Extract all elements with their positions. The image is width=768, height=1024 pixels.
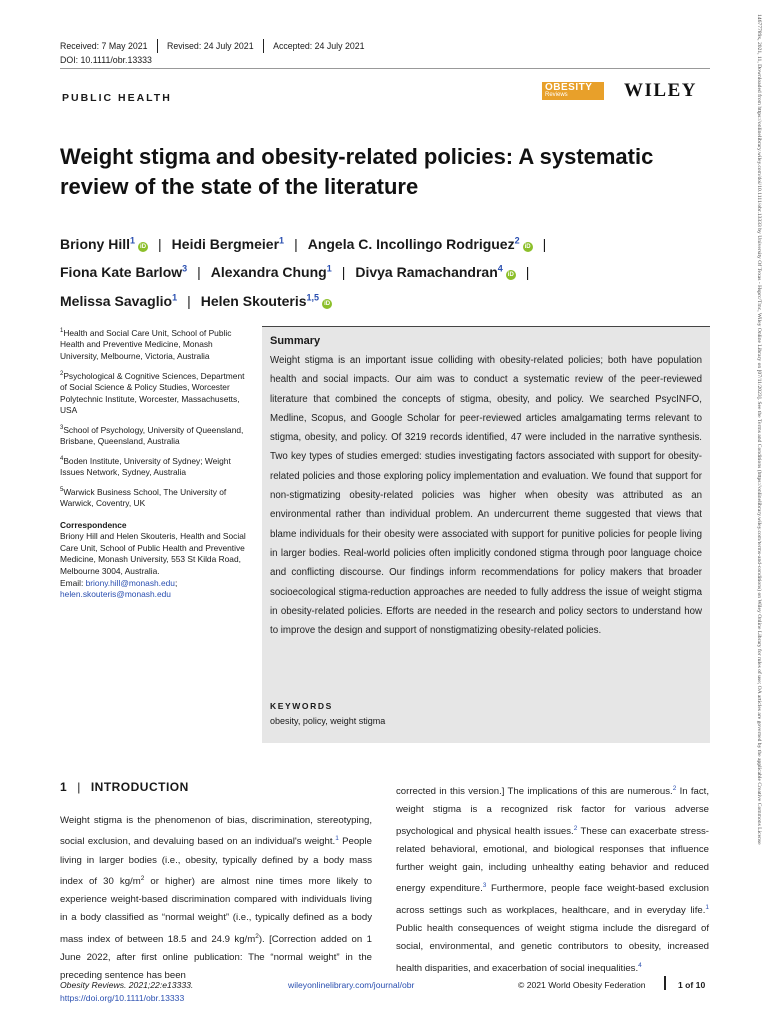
author[interactable]: Briony Hill$^1$ (60, 235, 136, 252)
author[interactable]: Divya Ramachandran$^4$ (355, 263, 503, 281)
summary-heading: Summary (270, 335, 321, 347)
journal-citation: Obesity Reviews. 2021;22:e13333. (60, 980, 194, 990)
download-info-sidebar: 14677789x, 2021, 11, Downloaded from https://onlinelibrary.wiley.com/doi/10.1111/obr.13333 by University Of Texas - Hsprc/Tmc, Wiley Online Library on [07/11/2023]. See the Terms and Conditions (https://onlinelibrary.wiley.com/terms-and-conditions) on Wiley Online Library for rules of use; OA articles are governed by the applicable Creative Commons License (756, 14, 762, 845)
affiliation: $^5$Warwick Business School, The University of Warwick, Coventry, UK (60, 486, 227, 509)
article-title: Weight stigma and obesity-related policies: A systematic review of the state of the literature (60, 144, 654, 199)
author-list: Briony Hill$^1$iD | Heidi Bergmeier$^1$ | Angela C. Incollingo Rodriguez$^2$iD | Fiona Kate Barlow$^3$ | Alexandra Chung$^1$ | Divya Ramachandran$^4$iD | Melissa Savaglio$^1$ | Helen Skouteris$^{1,5}$iD (60, 235, 547, 309)
header-rule (60, 68, 710, 69)
citation[interactable]: 2 (573, 824, 578, 832)
copyright: © 2021 World Obesity Federation (518, 980, 646, 990)
citation[interactable]: 3 (482, 882, 487, 890)
keywords-heading: KEYWORDS (270, 701, 333, 711)
citation[interactable]: 2 (672, 785, 677, 792)
affiliation: $^3$School of Psychology, University of Queensland, Brisbane, Queensland, Australia (60, 424, 244, 447)
journal-logo: OBESITY Reviews (542, 82, 604, 100)
correspondence: Briony Hill and Helen Skouteris, Health and Social Care Unit, School of Public Health and Preventive Medicine, Monash University, 553 St Kilda Road, Melbourne 3004, Australia. Email: briony.hill@monash.edu; helen.skouteris@monash.edu (60, 531, 246, 600)
author[interactable]: Melissa Savaglio$^1$ (60, 292, 178, 309)
affiliation: $^4$Boden Institute, University of Sydney; Weight Issues Network, Sydney, Australia (60, 455, 231, 478)
author[interactable]: Helen Skouteris$^{1,5}$ (200, 292, 320, 309)
citation[interactable]: 4 (638, 961, 642, 969)
publisher-logo: WILEY (624, 80, 697, 101)
email-link[interactable]: briony.hill@monash.edu (85, 577, 175, 588)
author[interactable]: Fiona Kate Barlow$^3$ (60, 263, 188, 281)
doi: DOI: 10.1111/obr.13333 (60, 55, 152, 65)
email-link[interactable]: helen.skouteris@monash.edu (60, 589, 171, 600)
affiliation: $^1$Health and Social Care Unit, School of Public Health and Preventive Medicine, Monash University, Melbourne, Victoria, Australia (60, 327, 232, 361)
revised-date: Revised: 24 July 2021 (167, 41, 254, 51)
page-number: 1 of 10 (678, 980, 706, 990)
article-dates (60, 39, 365, 53)
citation[interactable]: 1 (335, 835, 339, 843)
orcid-icon[interactable]: iD (524, 243, 531, 250)
accepted-date: Accepted: 24 July 2021 (273, 41, 365, 51)
summary-text: Weight stigma is an important issue colliding with obesity-related policies; both have population health and social impacts. Our aim was to conduct a systematic review of the peer-reviewed literature that combined the concepts of stigma, obesity, and policy. We searched PsycINFO, Medline, Scopus, and Google Scholar for peer-reviewed articles amalgamating terms relevant to stigma, obesity, and policy. Of 3219 records identified, 47 were included in the narrative synthesis. Two key types of studies emerged: studies investigating factors associated with support for obesity-related policies and those exploring policy implementation and evaluation. We found that support for non-stigmatizing obesity-related policies was higher when obesity was attributed as an environmental rather than individual problem. An undercurrent theme suggested that views that blame individuals for their obesity were associated with support for punitive policies for people living in larger bodies. Real-world policies often implicitly condoned stigma through poor language choice and conflicting discourse. Our findings inform recommendations for policy makers that broader socioecological stigma-reduction approaches are needed to fully address the issue of weight stigma in obesity-related policies. Efforts are needed in the research and policy sectors to understand how to improve the design and support of nonstigmatizing obesity-related policies. (270, 355, 702, 637)
doi-link[interactable]: https://doi.org/10.1111/obr.13333 (60, 993, 185, 1003)
affiliation: $^2$Psychological & Cognitive Sciences, Department of Social Science & Policy Studies, Worcester Polytechnic Institute, Worcester, Massachusetts, USA (60, 370, 245, 416)
author[interactable]: Heidi Bergmeier$^1$ (171, 235, 285, 252)
affiliations (60, 326, 246, 607)
section-heading: 1 | INTRODUCTION (60, 780, 189, 794)
orcid-icon[interactable]: iD (324, 300, 331, 307)
author[interactable]: Angela C. Incollingo Rodriguez$^2$ (307, 235, 520, 252)
divider (157, 39, 159, 53)
journal-site-link[interactable]: wileyonlinelibrary.com/journal/obr (288, 980, 415, 990)
correspondence-heading: Correspondence (60, 519, 127, 530)
keywords: obesity, policy, weight stigma (270, 716, 386, 726)
intro-column-1: Weight stigma is the phenomenon of bias, discrimination, stereotyping, social exclusion, and devaluing based on an individual's weight.$^1$ People living in larger bodies (i.e., obesity, typically defined by a body mass index of 30 $kg/m^2$ or higher) are almost nine times more likely to experience weight-based discrimination compared with individuals living in a body classified as “normal weight” (i.e., typically defined as a body mass index of between 18.5 and 24.9 $kg/m^2$). [Correction added on 1 June 2022, after first online publication: The “normal weight” in the preceding sentence has been (60, 815, 372, 982)
divider (263, 39, 265, 53)
orcid-icon[interactable]: iD (140, 243, 147, 250)
orcid-icon[interactable]: iD (507, 272, 514, 279)
divider (664, 976, 666, 990)
received-date: Received: 7 May 2021 (60, 41, 148, 51)
section-label: PUBLIC HEALTH (62, 92, 172, 104)
citation[interactable]: 1 (705, 903, 709, 911)
author[interactable]: Alexandra Chung$^1$ (210, 263, 332, 281)
summary-box (262, 326, 710, 743)
intro-column-2: corrected in this version.] The implications of this are numerous.$^2$ In fact, weight stigma is a recognized risk factor for various adverse psychological and physical health issues.$^2$ These can exacerbate stress-related behavioral, emotional, and biological responses that influence further weight gain, including unhealthy eating behavior and reduced energy expenditure.$^3$ Furthermore, people face weight-based exclusion across settings such as workplaces, healthcare, and in everyday life.$^1$ Public health consequences of weight stigma include the disregard of social, environmental, and genetic contributors to obesity, increased health disparities, and exacerbation of social inequalities.$^4$ (396, 785, 710, 974)
